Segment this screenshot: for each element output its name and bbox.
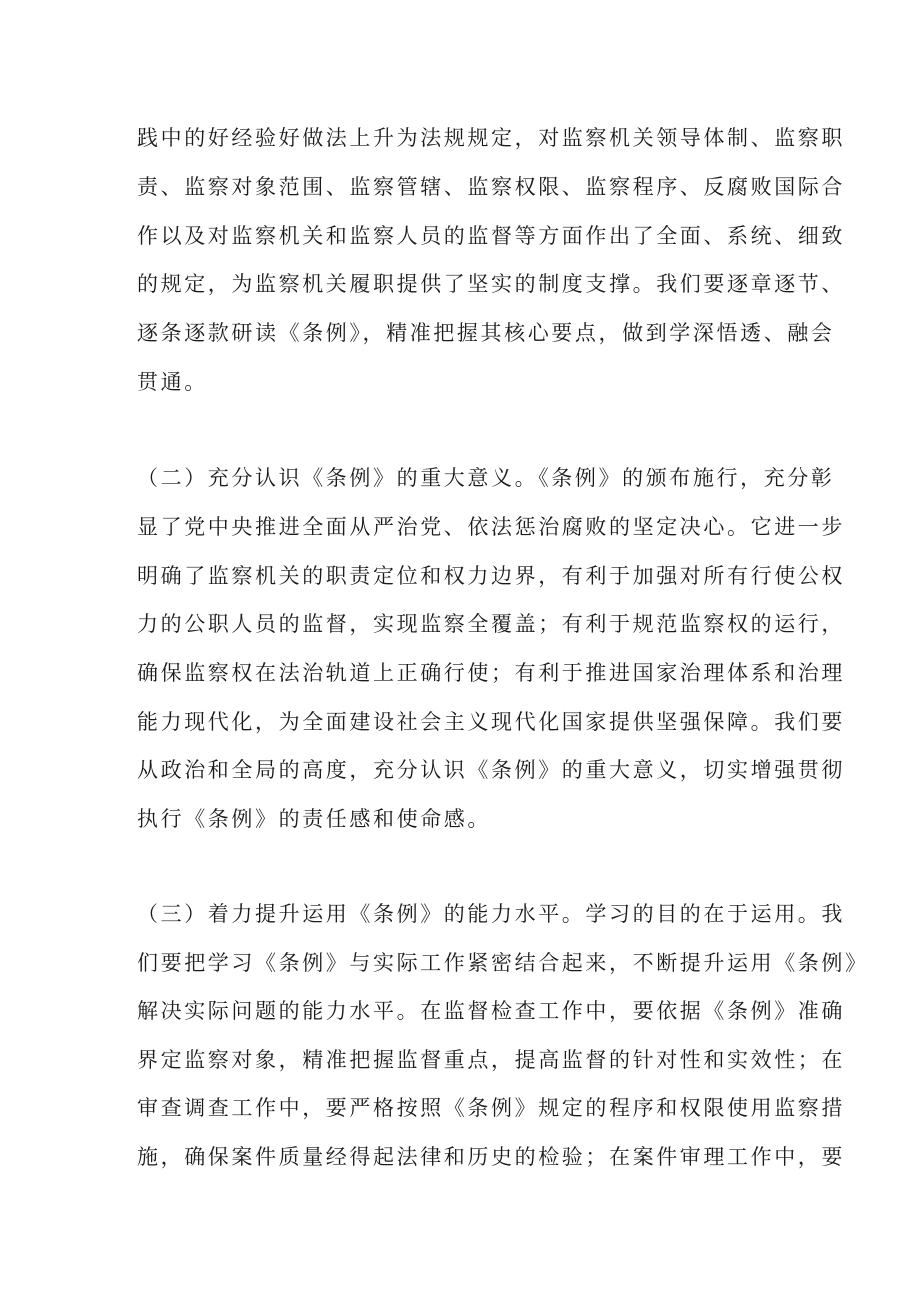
text-line: 明确了监察机关的职责定位和权力边界，有利于加强对所有行使公权 — [137, 564, 845, 588]
text-line: 们要把学习《条例》与实际工作紧密结合起来，不断提升运用《条例》 — [137, 951, 869, 975]
text-line: 作以及对监察机关和监察人员的监督等方面作出了全面、系统、细致 — [137, 224, 845, 248]
text-line: 施，确保案件质量经得起法律和历史的检验；在案件审理工作中，要 — [137, 1145, 845, 1169]
text-line: 逐条逐款研读《条例》，精准把握其核心要点，做到学深悟透、融会 — [137, 321, 835, 345]
text-line: 责、监察对象范围、监察管辖、监察权限、监察程序、反腐败国际合 — [137, 175, 845, 199]
text-line: 力的公职人员的监督，实现监察全覆盖；有利于规范监察权的运行， — [137, 612, 845, 636]
text-line: 践中的好经验好做法上升为法规规定，对监察机关领导体制、监察职 — [137, 126, 845, 150]
text-line: 执行《条例》的责任感和使命感。 — [137, 807, 491, 831]
text-line: 的规定，为监察机关履职提供了坚实的制度支撑。我们要逐章逐节、 — [137, 272, 845, 296]
text-line: 界定监察对象，精准把握监督重点，提高监督的针对性和实效性；在 — [137, 1048, 845, 1072]
text-line: 解决实际问题的能力水平。在监督检查工作中，要依据《条例》准确 — [137, 999, 845, 1023]
text-line: 确保监察权在法治轨道上正确行使；有利于推进国家治理体系和治理 — [137, 661, 845, 685]
text-line: 显了党中央推进全面从严治党、依法惩治腐败的坚定决心。它进一步 — [137, 515, 845, 539]
text-line: 贯通。 — [137, 370, 208, 394]
text-line: 审查调查工作中，要严格按照《条例》规定的程序和权限使用监察措 — [137, 1096, 845, 1120]
text-line: （二）充分认识《条例》的重大意义。《条例》的颁布施行，充分彰 — [137, 466, 835, 490]
text-line: 能力现代化，为全面建设社会主义现代化国家提供坚强保障。我们要 — [137, 710, 845, 734]
text-line: （三）着力提升运用《条例》的能力水平。学习的目的在于运用。我 — [137, 902, 845, 926]
text-line: 从政治和全局的高度，充分认识《条例》的重大意义，切实增强贯彻 — [137, 758, 845, 782]
